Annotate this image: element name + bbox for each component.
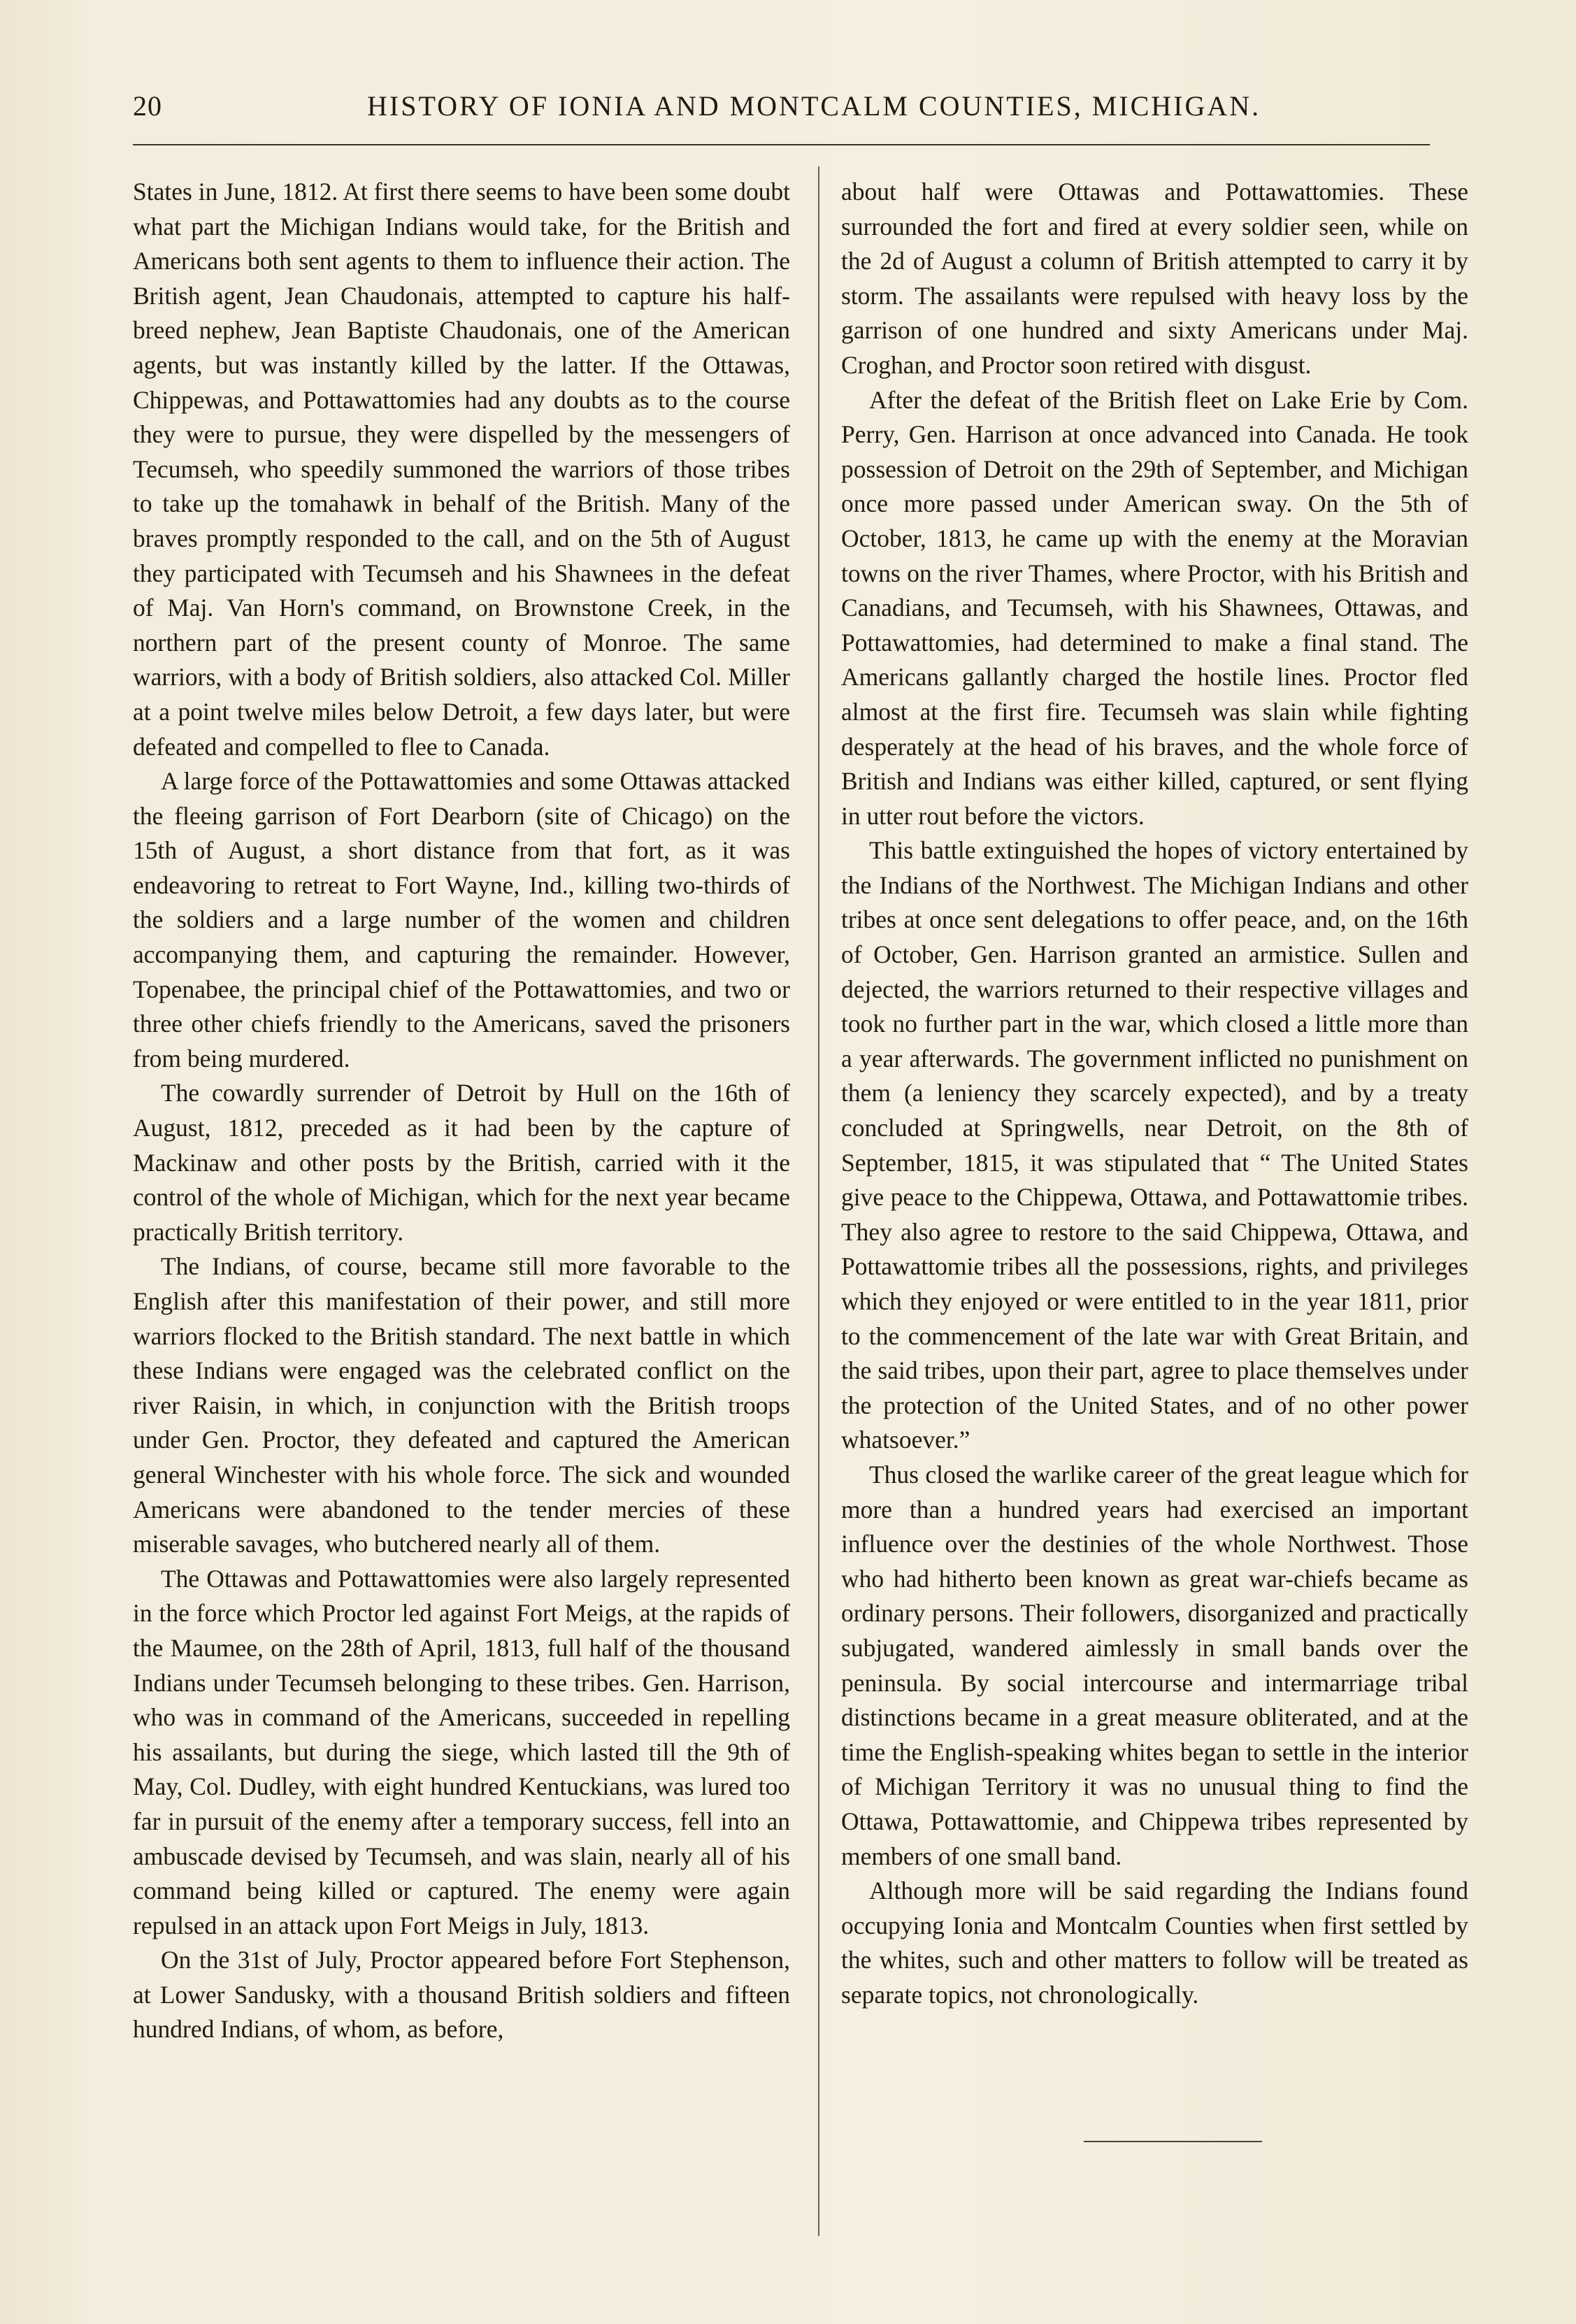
- paragraph: about half were Ottawas and Pottawattomies. These surrounded the fort and fired at every soldier seen, while on the 2d of August a column of British attempted to carry it by storm. The assailants were repulsed with heavy loss by the garrison of one hundred and sixty Americans under Maj. Croghan, and Proctor soon retired with disgust.: [841, 178, 1468, 379]
- section-end-rule: [1084, 2141, 1262, 2142]
- header-rule: [133, 144, 1430, 145]
- column-divider: [818, 166, 819, 2236]
- paragraph: Thus closed the warlike career of the great league which for more than a hundred years had exercised an important influence over the destinies of the whole Northwest. Those who had hitherto been known as great war-chiefs became as ordinary persons. Their followers, disorganized and practically subjugated, wandered aimlessly in small bands over the peninsula. By social intercourse and intermarriage tribal distinctions became in a great measure obliterated, and at the time the English-speaking whites began to settle in the interior of Michigan Territory it was no unusual thing to find the Ottawa, Pottawattomie, and Chippewa tribes represented by members of one small band.: [841, 1460, 1468, 1870]
- paragraph: The cowardly surrender of Detroit by Hull on the 16th of August, 1812, preceded as it had been by the capture of Mackinaw and other posts by the British, carried with it the control of the whole of Michigan, which for the next year became practically British territory.: [133, 1079, 790, 1246]
- paragraph: On the 31st of July, Proctor appeared before Fort Stephenson, at Lower Sandusky, with a thousand British soldiers and fifteen hundred Indians, of whom, as before,: [133, 1946, 790, 2044]
- paragraph: States in June, 1812. At first there seems to have been some doubt what part the Michigan Indians would take, for the British and Americans both sent agents to them to influence their action. The British agent, Jean Chaudonais, attempted to capture his half-breed nephew, Jean Baptiste Chaudonais, one of the American agents, but was instantly killed by the latter. If the Ottawas, Chippewas, and Pottawattomies had any doubts as to the course they were to pursue, they were dispelled by the messengers of Tecumseh, who speedily summoned the warriors of those tribes to take up the tomahawk in behalf of the British. Many of the braves promptly responded to the call, and on the 5th of August they participated with Tecumseh and his Shawnees in the defeat of Maj. Van Horn's command, on Brownstone Creek, in the northern part of the present county of Monroe. The same warriors, with a body of British soldiers, also attacked Col. Miller at a point twelve miles below Detroit, a few days later, but were defeated and compelled to flee to Canada.: [133, 178, 790, 761]
- paragraph: Although more will be said regarding the Indians found occupying Ionia and Montcalm Counties when first settled by the whites, such and other matters to follow will be treated as separate topics, not chronologically.: [841, 1877, 1468, 2009]
- left-column: [133, 175, 790, 2047]
- paragraph: The Indians, of course, became still more favorable to the English after this manifestation of their power, and still more warriors flocked to the British standard. The next battle in which these Indians were engaged was the celebrated conflict on the river Raisin, in which, in conjunction with the British troops under Gen. Proctor, they defeated and captured the American general Winchester with his whole force. The sick and wounded Americans were abandoned to the tender mercies of these miserable savages, who butchered nearly all of them.: [133, 1252, 790, 1558]
- page-header: [129, 89, 1437, 145]
- paragraph: This battle extinguished the hopes of victory entertained by the Indians of the Northwest. The Michigan Indians and other tribes at once sent delegations to offer peace, and, on the 16th of October, Gen. Harrison granted an armistice. Sullen and dejected, the warriors returned to their respective villages and took no further part in the war, which closed a little more than a year afterwards. The government inflicted no punishment on them (a leniency they scarcely expected), and by a treaty concluded at Springwells, near Detroit, on the 8th of September, 1815, it was stipulated that “ The United States give peace to the Chippewa, Ottawa, and Pottawattomie tribes. They also agree to restore to the said Chippewa, Ottawa, and Pottawattomie tribes all the possessions, rights, and privileges which they enjoyed or were entitled to in the year 1811, prior to the commencement of the late war with Great Britain, and the said tribes, upon their part, agree to place themselves under the protection of the United States, and of no other power whatsoever.”: [841, 836, 1468, 1454]
- page-number: 20: [133, 90, 162, 122]
- running-title: HISTORY OF IONIA AND MONTCALM COUNTIES, MICHIGAN.: [367, 90, 1261, 122]
- right-column: [841, 175, 1468, 2012]
- paragraph: A large force of the Pottawattomies and some Ottawas attacked the fleeing garrison of Fort Dearborn (site of Chicago) on the 15th of August, a short distance from that fort, as it was endeavoring to retreat to Fort Wayne, Ind., killing two-thirds of the soldiers and a large number of the women and children accompanying them, and capturing the remainder. However, Topenabee, the principal chief of the Pottawattomies, and two or three other chiefs friendly to the Americans, saved the prisoners from being murdered.: [133, 767, 790, 1073]
- paragraph: After the defeat of the British fleet on Lake Erie by Com. Perry, Gen. Harrison at once advanced into Canada. He took possession of Detroit on the 29th of September, and Michigan once more passed under American sway. On the 5th of October, 1813, he came up with the enemy at the Moravian towns on the river Thames, where Proctor, with his British and Canadians, and Tecumseh, with his Shawnees, Ottawas, and Pottawattomies, had determined to make a final stand. The Americans gallantly charged the hostile lines. Proctor fled almost at the first fire. Tecumseh was slain while fighting desperately at the head of his braves, and the whole force of British and Indians was either killed, captured, or sent flying in utter rout before the victors.: [841, 385, 1468, 830]
- paragraph: The Ottawas and Pottawattomies were also largely represented in the force which Proctor led against Fort Meigs, at the rapids of the Maumee, on the 28th of April, 1813, full half of the thousand Indians under Tecumseh belonging to these tribes. Gen. Harrison, who was in command of the Americans, succeeded in repelling his assailants, but during the siege, which lasted till the 9th of May, Col. Dudley, with eight hundred Kentuckians, was lured too far in pursuit of the enemy after a temporary success, fell into an ambuscade devised by Tecumseh, and was slain, nearly all of his command being killed or captured. The enemy were again repulsed in an attack upon Fort Meigs in July, 1813.: [133, 1564, 790, 1939]
